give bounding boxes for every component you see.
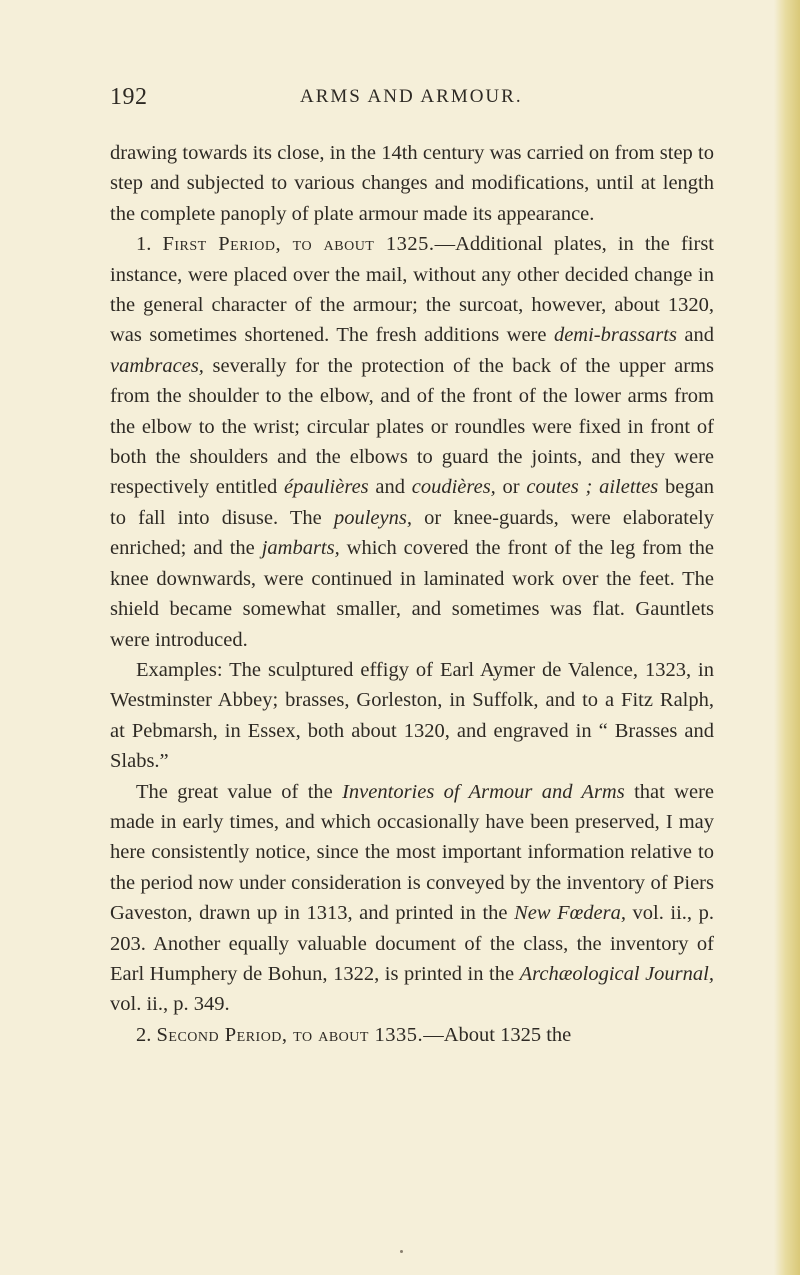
italic-term: jambarts, xyxy=(261,537,340,560)
italic-title: Archæological Journal, xyxy=(519,962,714,985)
paragraph-first-period xyxy=(110,229,714,655)
text-run: vol. ii., p. 203. Another equally valuable document of the class, the inventory of Earl Humphery de Bohun, 1322, is printed in the xyxy=(110,902,714,985)
page-header xyxy=(110,84,720,114)
section-heading: First Period, to about 1325. xyxy=(162,233,435,256)
paragraph-inventories xyxy=(110,777,714,1020)
body-text xyxy=(110,138,714,1050)
print-speck xyxy=(400,1250,403,1253)
section-number: 1. xyxy=(136,233,152,256)
text-run: vol. ii., p. 349. xyxy=(110,993,230,1016)
italic-title: New Fœdera, xyxy=(514,902,626,925)
paragraph-continuation xyxy=(110,138,714,229)
page-edge-shadow xyxy=(774,0,800,1275)
text-run: and xyxy=(676,324,714,347)
paragraph-text: Examples: The sculptured effigy of Earl Aymer de Valence, 1323, in Westminster Abbey; brasses, Gorleston, in Suffolk, and to a Fitz Ralph, at Pebmarsh, in Essex, both about 1320, and engraved in “ Brasses and Slabs.” xyxy=(110,658,714,773)
page-number: 192 xyxy=(110,84,148,110)
italic-term: vambraces, xyxy=(110,354,204,377)
paragraph-examples xyxy=(110,655,714,777)
text-run: —Additional plates, in the first instance, were placed over the mail, without any other decided change in the general character of the armour; the surcoat, however, about 1320, was sometimes shortened. The fresh additions were xyxy=(110,233,715,347)
italic-term: demi-brassarts xyxy=(553,324,677,347)
text-run: severally for the protection of the back of the upper arms from the shoulder to the elbow, and of the front of the lower arms from the elbow to the wrist; circular plates or roundles were fixed in front of both the shoulders and the elbows to guard the joints, and they were respectively entitled xyxy=(110,354,714,499)
text-run: and xyxy=(368,476,412,499)
text-run: The great value of the xyxy=(136,780,343,803)
italic-term: coudières, xyxy=(411,476,496,499)
paragraph-text: drawing towards its close, in the 14th century was carried on from step to step and subjected to various changes and modifications, until at length the complete panoply of plate armour made its appearance. xyxy=(110,142,714,225)
paragraph-second-period xyxy=(110,1020,714,1050)
text-run: began to fall into disuse. The xyxy=(110,476,714,529)
text-run: which covered the front of the leg from the knee downwards, were continued in laminated work over the feet. The shield became somewhat smaller, and sometimes was flat. Gauntlets were introduced. xyxy=(110,537,714,651)
section-number: 2. xyxy=(136,1023,152,1046)
section-heading: Second Period, to about 1335. xyxy=(156,1023,424,1046)
italic-term: coutes ; ailettes xyxy=(526,476,659,499)
text-run: —About 1325 the xyxy=(423,1023,572,1046)
italic-term: pouleyns, xyxy=(333,506,412,529)
italic-title: Inventories of Armour and Arms xyxy=(342,780,625,803)
running-head: ARMS AND ARMOUR. xyxy=(300,86,523,107)
text-run: or xyxy=(495,476,527,499)
text-run: that were made in early times, and which occasionally have been preserved, I may here consistently notice, since the most important information relative to the period now under consideration is conveyed by the inventory of Piers Gaveston, drawn up in 1313, and printed in the xyxy=(110,780,714,925)
text-run: or knee-guards, were elaborately enriched; and the xyxy=(110,506,714,560)
italic-term: épaulières xyxy=(284,476,369,499)
